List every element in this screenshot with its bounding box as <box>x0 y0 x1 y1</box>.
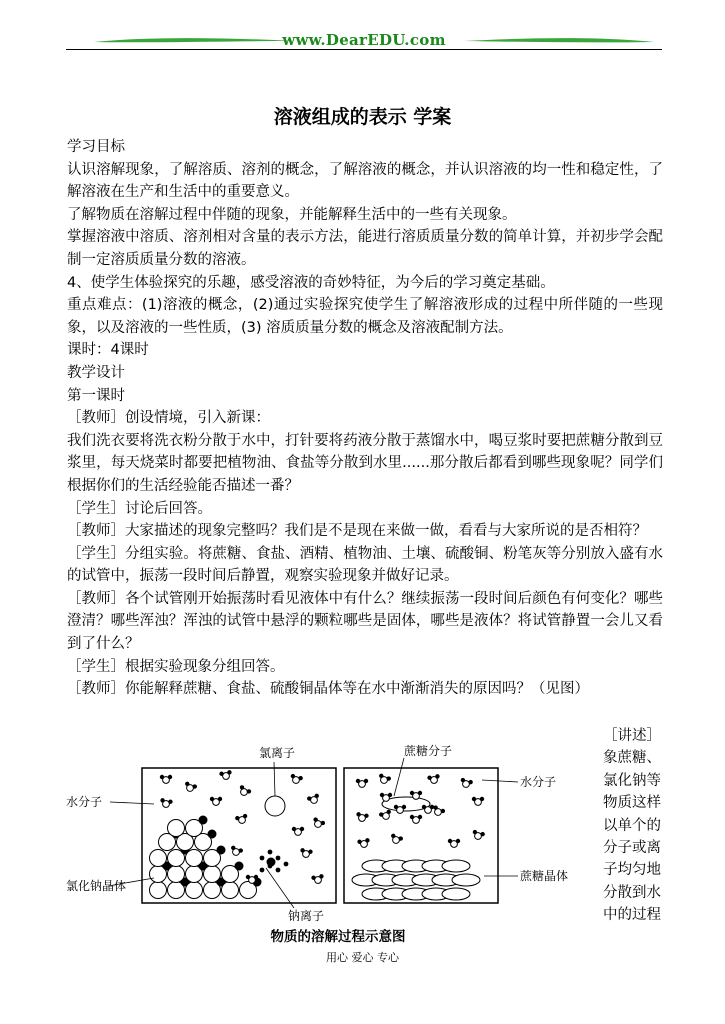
sucrose-molecule-label: 蔗糖分子 <box>404 744 453 758</box>
document-title: 溶液组成的表示 学案 <box>273 106 452 128</box>
sucrose-crystal-label: 蔗糖晶体 <box>520 869 569 883</box>
sodium-ion-label: 钠离子 <box>288 909 325 923</box>
document-body <box>67 136 663 701</box>
paragraph: ［教师］创设情境，引入新课： <box>67 410 270 427</box>
side-line: ［讲述］ <box>603 728 661 744</box>
figure-caption: 物质的溶解过程示意图 <box>270 929 406 945</box>
side-note <box>591 725 661 927</box>
nacl-crystal-lattice <box>150 816 262 899</box>
sodium-ion-cluster <box>260 850 289 873</box>
paragraph: ［学生］分组实验。将蔗糖、食盐、酒精、植物油、土壤、硫酸铜、粉笔灰等分别放入盛有水的试管中，振荡一段时间后静置，观察实验现象并做好记录。 <box>67 545 663 585</box>
side-line: 分子或离 <box>603 840 661 857</box>
side-line: 象蔗糖、 <box>603 750 661 767</box>
side-line: 中的过程 <box>603 907 661 924</box>
paragraph: 我们洗衣要将洗衣粉分散于水中，打针要将药液分散于蒸馏水中，喝豆浆时要把蔗糖分散到豆浆里，每天烧菜时都要把植物油、食盐等分散到水里......那分散后都看到哪些现象呢？同学们根据你们的生活经验能否描述一番？ <box>67 432 663 494</box>
paragraph: ［学生］讨论后回答。 <box>67 500 212 517</box>
paragraph: ［教师］大家描述的现象完整吗？我们是不是现在来做一做，看看与大家所说的是否相符？ <box>67 523 647 540</box>
paragraph: 学习目标 <box>67 139 125 155</box>
chloride-ion-label: 氯离子 <box>259 746 296 760</box>
nacl-crystal-label: 氯化钠晶体 <box>66 879 127 893</box>
side-line: 以单个的 <box>603 817 661 834</box>
paragraph: ［学生］根据实验现象分组回答。 <box>67 658 285 675</box>
paragraph: 了解物质在溶解过程中伴随的现象，并能解释生活中的一些有关现象。 <box>67 206 517 223</box>
paragraph: 掌握溶液中溶质、溶剂相对含量的表示方法，能进行溶质质量分数的简单计算，并初步学会配制一定溶质质量分数的溶液。 <box>67 229 663 268</box>
chloride-ion-highlight <box>265 796 285 816</box>
sucrose-crystal <box>352 860 480 900</box>
water-molecule-label-right: 水分子 <box>520 775 557 789</box>
paragraph: 认识溶解现象，了解溶质、溶剂的概念，了解溶液的概念，并认识溶液的均一性和稳定性，了解溶液在生产和生活中的重要意义。 <box>67 161 663 201</box>
paragraph: ［教师］你能解释蔗糖、食盐、硫酸铜晶体等在水中渐渐消失的原因吗？（见图） <box>67 681 589 698</box>
side-line: 物质这样 <box>603 795 661 812</box>
page-footer: 用心 爱心 专心 <box>326 951 399 964</box>
header-swoosh-right <box>464 36 654 46</box>
side-line: 分散到水 <box>603 884 661 901</box>
paragraph: 4、使学生体验探究的乐趣，感受溶液的奇妙特征，为今后的学习奠定基础。 <box>67 274 555 291</box>
paragraph: 教学设计 <box>67 364 125 381</box>
paragraph: 第一课时 <box>67 387 125 404</box>
site-logo-text: www.DearEDU.com <box>282 31 446 49</box>
header-rule <box>66 49 662 50</box>
paragraph: ［教师］各个试管刚开始振荡时看见液体中有什么？继续振荡一段时间后颜色有何变化？哪些澄清？哪些浑浊？浑浊的试管中悬浮的颗粒哪些是固体，哪些是液体？将试管静置一会儿又看到了什么？ <box>67 590 663 653</box>
water-molecule-label-left: 水分子 <box>66 795 103 809</box>
paragraph: 课时：4课时 <box>67 342 149 359</box>
dissolution-diagram <box>66 740 582 950</box>
side-line: 氯化钠等 <box>603 772 661 789</box>
page-header <box>66 28 662 54</box>
paragraph: 重点难点：(1)溶液的概念，(2)通过实验探究使学生了解溶液形成的过程中所伴随的一些现象，以及溶液的一些性质，(3) 溶质质量分数的概念及溶液配制方法。 <box>67 297 663 336</box>
water-molecules-right <box>355 773 485 848</box>
side-line: 子均匀地 <box>603 862 661 879</box>
